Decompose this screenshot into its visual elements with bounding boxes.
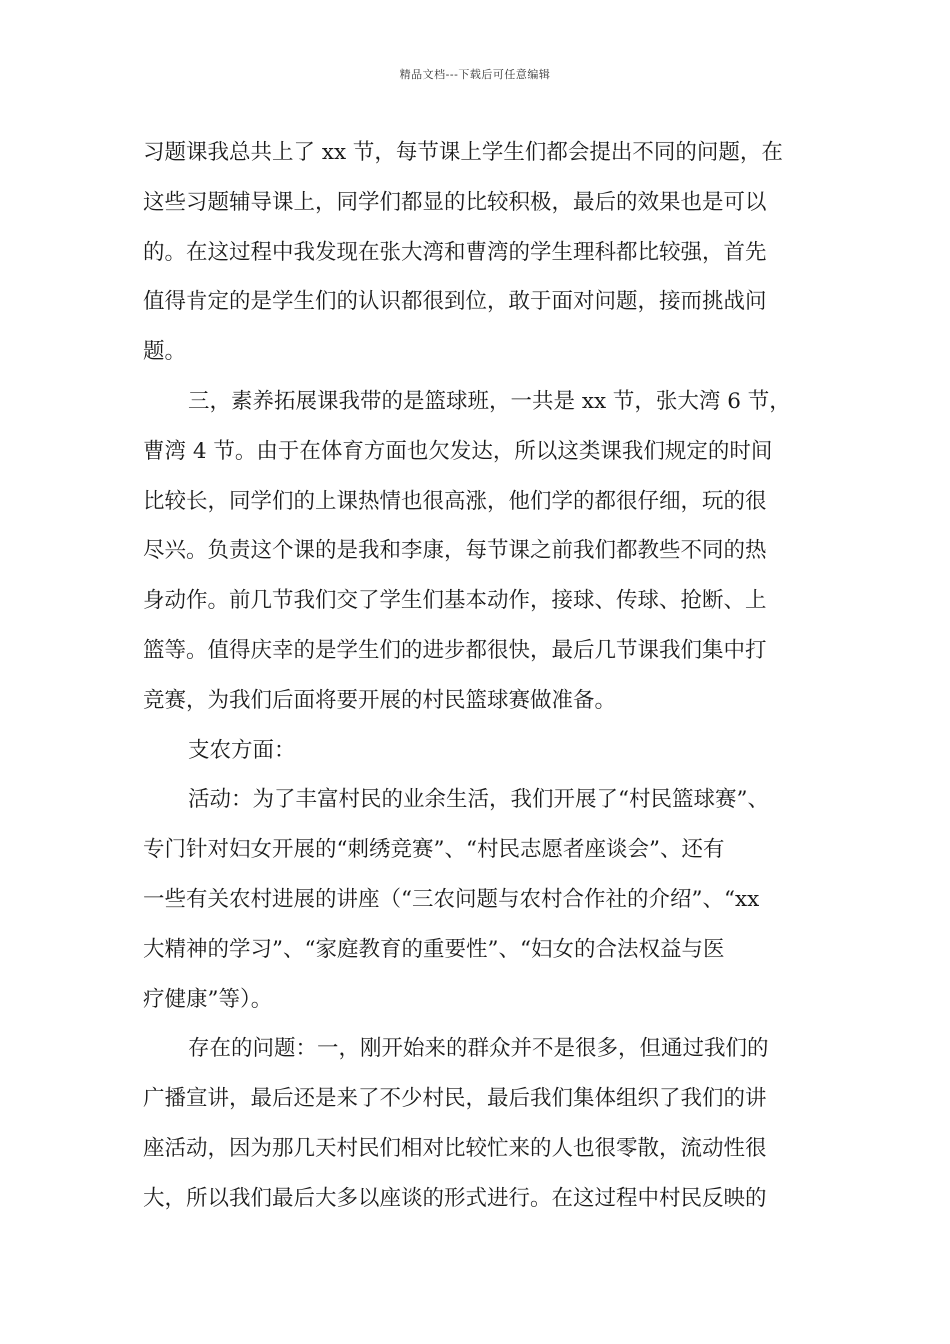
text-line: 身动作。前几节我们交了学生们基本动作，接球、传球、抢断、上 <box>143 588 767 614</box>
text-line: 题。 <box>143 339 187 365</box>
text-line: 习题课我总共上了 xx 节，每节课上学生们都会提出不同的问题，在 <box>143 140 783 165</box>
text-line: 这些习题辅导课上，同学们都显的比较积极，最后的效果也是可以 <box>143 189 767 215</box>
text-line: 曹湾 4 节。由于在体育方面也欠发达，所以这类课我们规定的时间 <box>143 438 773 464</box>
text-line: 疗健康”等）。 <box>143 986 273 1012</box>
text-line: 大，所以我们最后大多以座谈的形式进行。在这过程中村民反映的 <box>143 1185 767 1211</box>
text-line: 比较长，同学们的上课热情也很高涨，他们学的都很仔细，玩的很 <box>143 488 767 514</box>
text-line: 专门针对妇女开展的“刺绣竞赛”、“村民志愿者座谈会”、还有 <box>143 837 725 863</box>
text-line: 广播宣讲，最后还是来了不少村民，最后我们集体组织了我们的讲 <box>143 1086 767 1112</box>
paragraph-start-line: 存在的问题：一，刚开始来的群众并不是很多，但通过我们的 <box>188 1036 769 1062</box>
section-heading: 支农方面： <box>188 737 296 763</box>
page-header: 精品文档---下载后可任意编辑 <box>399 68 551 81</box>
text-line: 值得肯定的是学生们的认识都很到位，敢于面对问题，接而挑战问 <box>143 289 767 315</box>
paragraph-start-line: 三，素养拓展课我带的是篮球班，一共是 xx 节，张大湾 6 节， <box>188 388 791 414</box>
text-line: 竞赛，为我们后面将要开展的村民篮球赛做准备。 <box>143 687 617 713</box>
text-line: 座活动，因为那几天村民们相对比较忙来的人也很零散，流动性很 <box>143 1135 767 1161</box>
paragraph-start-line: 活动：为了丰富村民的业余生活，我们开展了“村民篮球赛”、 <box>188 787 769 813</box>
text-line: 大精神的学习”、“家庭教育的重要性”、“妇女的合法权益与医 <box>143 936 725 962</box>
document-body <box>143 128 823 1224</box>
text-line: 一些有关农村进展的讲座（“三农问题与农村合作社的介绍”、“xx <box>143 886 760 912</box>
text-line: 篮等。值得庆幸的是学生们的进步都很快，最后几节课我们集中打 <box>143 637 767 663</box>
text-line: 的。在这过程中我发现在张大湾和曹湾的学生理科都比较强，首先 <box>143 239 767 265</box>
text-line: 尽兴。负责这个课的是我和李康，每节课之前我们都教些不同的热 <box>143 538 767 564</box>
